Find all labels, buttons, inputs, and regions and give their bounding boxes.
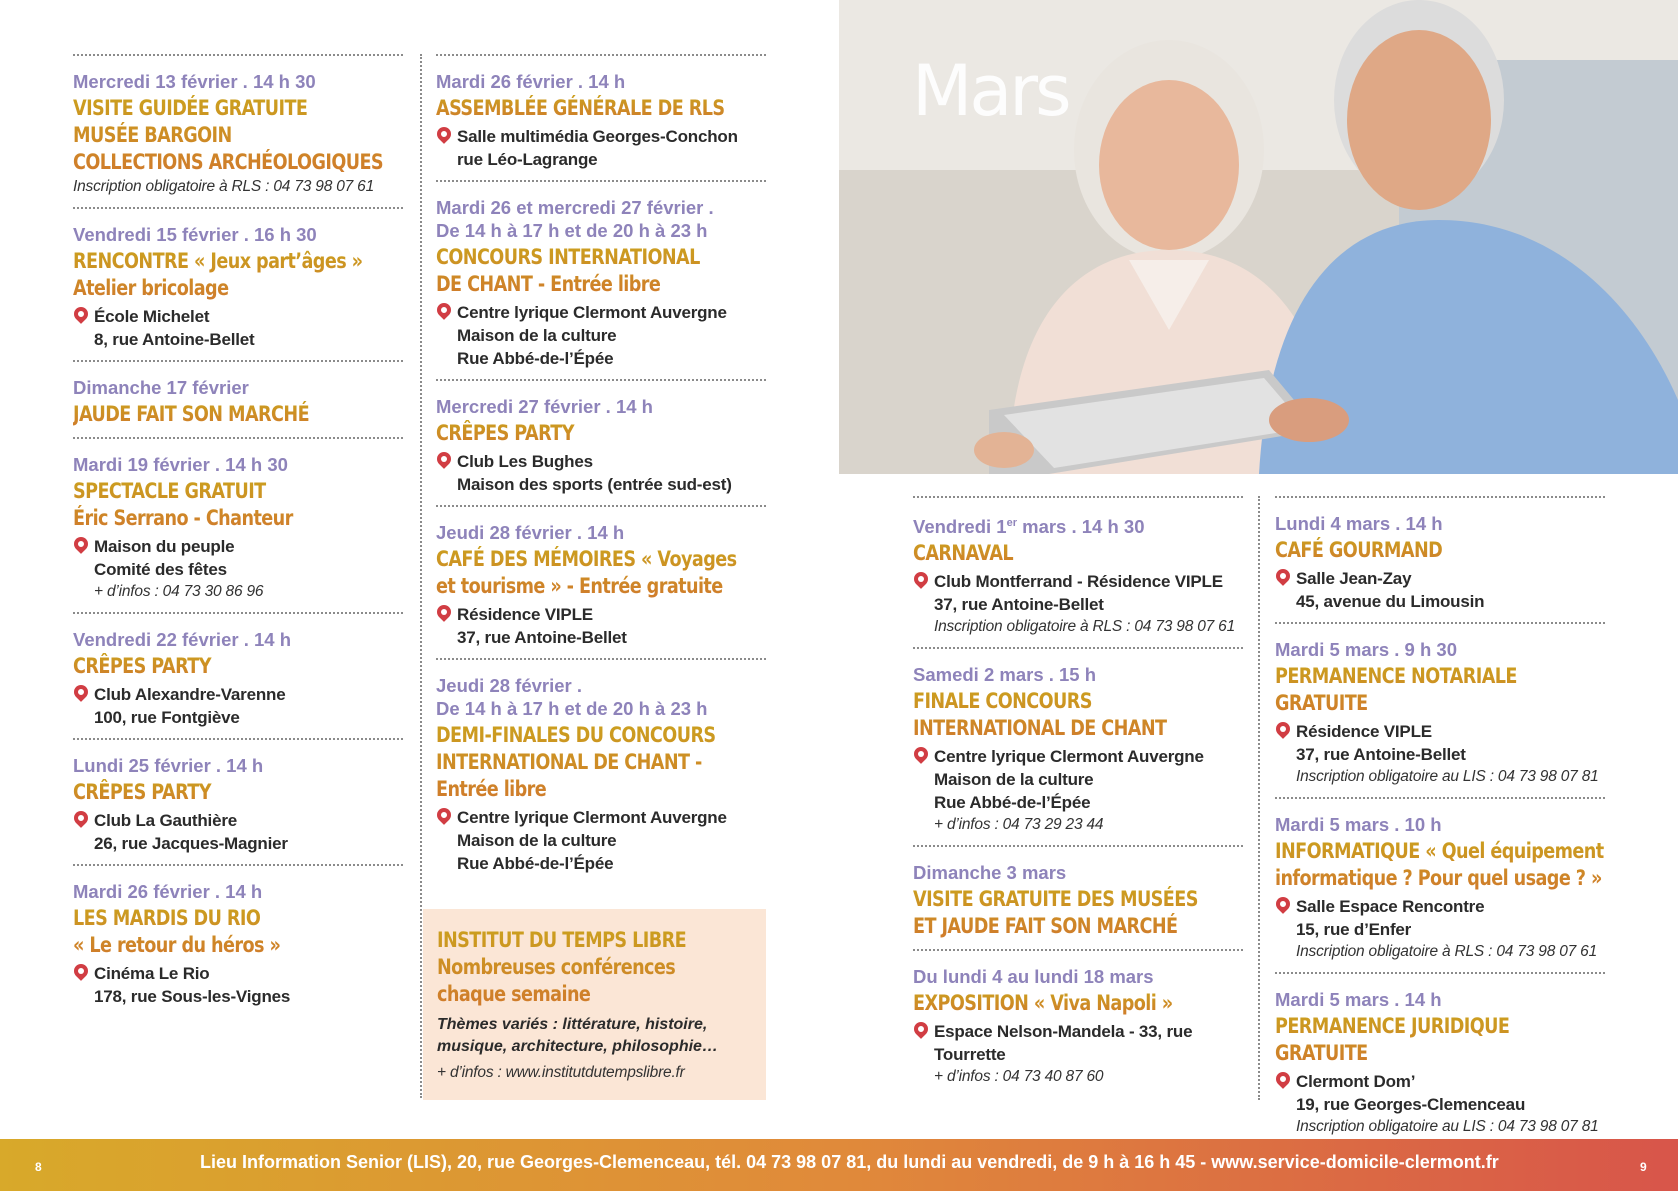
event-location-line: Maison des sports (entrée sud-est) <box>457 475 732 494</box>
event-date <box>913 965 1243 988</box>
event-note: + d’infos : 04 73 30 86 96 <box>94 583 264 600</box>
event-title-line: CRÊPES PARTY <box>73 654 211 678</box>
event-item <box>1275 972 1605 1147</box>
event-title-line: DEMI-FINALES DU CONCOURS <box>436 723 716 747</box>
event-note: + d’infos : 04 73 40 87 60 <box>934 1068 1104 1086</box>
event-title <box>73 401 403 428</box>
event-location-line: Salle multimédia Georges-Conchon <box>457 127 738 146</box>
event-item <box>436 180 766 379</box>
event-date-line: Mardi 5 mars . 14 h <box>1275 989 1442 1010</box>
event-location-line: 37, rue Antoine-Bellet <box>934 595 1104 615</box>
event-date-line: Mardi 5 mars . 9 h 30 <box>1275 639 1458 660</box>
event-location-line: Rue Abbé-de-l’Épée <box>457 349 614 368</box>
location-pin-icon <box>434 124 454 144</box>
event-item <box>436 54 766 180</box>
event-title-line: CRÊPES PARTY <box>73 780 211 804</box>
event-date <box>436 674 766 720</box>
event-title-line: COLLECTIONS ARCHÉOLOGIQUES <box>73 150 384 174</box>
event-location-line: Centre lyrique Clermont Auvergne <box>934 747 1204 767</box>
event-location-line: 26, rue Jacques-Magnier <box>94 834 288 853</box>
event-title <box>436 420 766 447</box>
event-location-line: Comité des fêtes <box>94 560 227 579</box>
event-title-line: LES MARDIS DU RIO <box>73 906 261 930</box>
event-location <box>436 806 766 875</box>
event-title <box>73 248 403 302</box>
event-date-line: Dimanche 3 mars <box>913 862 1067 884</box>
events-column-1 <box>73 54 403 1017</box>
event-title <box>73 779 403 806</box>
event-title-line: INTERNATIONAL DE CHANT <box>913 716 1167 741</box>
event-location <box>913 745 1243 814</box>
event-item <box>73 864 403 1017</box>
event-location-line: Rue Abbé-de-l’Épée <box>457 854 614 873</box>
event-title-line: SPECTACLE GRATUIT <box>73 479 266 503</box>
event-title-line: VISITE GRATUITE DES MUSÉES <box>913 887 1198 912</box>
event-date <box>73 70 403 93</box>
event-title-line: FINALE CONCOURS <box>913 689 1092 714</box>
itl-description <box>437 1014 752 1058</box>
event-title <box>436 244 766 298</box>
itl-desc-line: Thèmes variés : littérature, histoire, <box>437 1016 708 1033</box>
event-note: + d’infos : 04 73 29 23 44 <box>934 816 1104 834</box>
event-date <box>73 628 403 651</box>
event-location <box>73 535 403 581</box>
event-item <box>436 658 766 884</box>
event-date-line: Vendredi 22 février . 14 h <box>73 629 291 650</box>
event-item <box>1275 496 1605 622</box>
event-title-line: CAFÉ DES MÉMOIRES « Voyages <box>436 547 737 571</box>
location-pin-icon <box>71 682 91 702</box>
event-title-line: INTERNATIONAL DE CHANT - <box>436 750 702 774</box>
event-item <box>913 647 1243 845</box>
event-location-line: rue Léo-Lagrange <box>457 150 598 169</box>
event-title <box>913 540 1243 567</box>
event-item <box>913 949 1243 1097</box>
event-date <box>913 861 1243 884</box>
event-location <box>913 570 1243 616</box>
location-pin-icon <box>1273 566 1293 586</box>
event-location <box>1275 895 1605 941</box>
event-date <box>436 70 766 93</box>
location-pin-icon <box>1273 1069 1293 1089</box>
event-title <box>73 905 403 959</box>
event-location <box>73 305 403 351</box>
event-date <box>1275 813 1605 836</box>
event-date-line: Mercredi 13 février . 14 h 30 <box>73 71 316 92</box>
event-date <box>436 521 766 544</box>
location-pin-icon <box>911 569 931 589</box>
event-date <box>73 880 403 903</box>
event-location <box>436 450 766 496</box>
event-location-line: Cinéma Le Rio <box>94 964 210 983</box>
event-location <box>1275 567 1605 613</box>
itl-desc-line: musique, architecture, philosophie… <box>437 1038 718 1055</box>
institut-temps-libre-box <box>423 909 766 1100</box>
itl-title-line: Nombreuses conférences <box>437 955 676 979</box>
location-pin-icon <box>71 808 91 828</box>
event-date-line: Lundi 25 février . 14 h <box>73 755 264 776</box>
event-title-line: DE CHANT - Entrée libre <box>436 272 661 296</box>
event-location-line: Maison de la culture <box>457 326 617 345</box>
event-title-line: Éric Serrano - Chanteur <box>73 506 293 530</box>
event-date <box>436 196 766 242</box>
event-location-line: Clermont Dom’ <box>1296 1072 1416 1091</box>
event-title-line: CARNAVAL <box>913 541 1014 566</box>
event-item <box>73 360 403 437</box>
location-pin-icon <box>434 300 454 320</box>
event-title <box>436 546 766 600</box>
event-title <box>1275 838 1605 892</box>
event-date <box>913 663 1243 686</box>
event-location <box>436 301 766 370</box>
event-date-line: Du lundi 4 au lundi 18 mars <box>913 966 1154 988</box>
event-title-line: Atelier bricolage <box>73 276 229 300</box>
event-title <box>913 886 1243 940</box>
event-title-line: « Le retour du héros » <box>73 933 281 957</box>
event-date <box>73 453 403 476</box>
event-date-line: Mardi 26 février . 14 h <box>73 881 263 902</box>
event-location-line: 178, rue Sous-les-Vignes <box>94 987 291 1006</box>
footer-text: Lieu Information Senior (LIS), 20, rue Georges-Clemenceau, tél. 04 73 98 07 81, du lundi au vendredi, de 9 h à 16 h 45 - www.service-domicile-clermont.fr <box>200 1152 1499 1172</box>
event-title-line: CAFÉ GOURMAND <box>1275 538 1443 562</box>
event-location <box>913 1020 1243 1066</box>
location-pin-icon <box>434 805 454 825</box>
event-title-line: MUSÉE BARGOIN <box>73 123 232 147</box>
event-date-line: Dimanche 17 février <box>73 377 249 398</box>
event-location <box>436 125 766 171</box>
event-title-line: Entrée libre <box>436 777 547 801</box>
event-title <box>436 95 766 122</box>
event-date-line: Lundi 4 mars . 14 h <box>1275 513 1443 534</box>
event-date <box>1275 512 1605 535</box>
event-location <box>73 809 403 855</box>
event-location-line: École Michelet <box>94 307 210 326</box>
event-location-line: Résidence VIPLE <box>1296 722 1432 741</box>
event-date <box>436 395 766 418</box>
location-pin-icon <box>434 449 454 469</box>
event-note: Inscription obligatoire à RLS : 04 73 98 07 61 <box>73 178 375 195</box>
event-location-line: 8, rue Antoine-Bellet <box>94 330 255 349</box>
event-item <box>436 505 766 658</box>
event-date <box>73 223 403 246</box>
event-title <box>73 478 403 532</box>
event-title <box>73 653 403 680</box>
event-note: Inscription obligatoire au LIS : 04 73 98 07 81 <box>1296 1118 1599 1135</box>
location-pin-icon <box>1273 719 1293 739</box>
event-date <box>913 512 1243 538</box>
event-location-line: Club Montferrand - Résidence VIPLE <box>934 572 1223 592</box>
event-item <box>913 496 1243 647</box>
page-number-right: 9 <box>1640 1160 1647 1174</box>
event-title-line: PERMANENCE JURIDIQUE GRATUITE <box>1275 1014 1510 1065</box>
location-pin-icon <box>434 602 454 622</box>
event-date <box>73 754 403 777</box>
event-location-line: Club Les Bughes <box>457 452 593 471</box>
event-location-line: Maison de la culture <box>934 770 1094 790</box>
event-date-line: Jeudi 28 février . <box>436 675 583 696</box>
event-location-line: Espace Nelson-Mandela - 33, rue Tourrette <box>934 1022 1193 1065</box>
event-date-line: Samedi 2 mars . 15 h <box>913 664 1097 686</box>
event-item <box>73 54 403 207</box>
page-number-left: 8 <box>35 1160 42 1174</box>
event-date-line: Vendredi 15 février . 16 h 30 <box>73 224 317 245</box>
event-date <box>1275 988 1605 1011</box>
event-title <box>73 95 403 176</box>
column-divider <box>420 54 422 1098</box>
event-note: Inscription obligatoire à RLS : 04 73 98 07 61 <box>1296 943 1598 960</box>
location-pin-icon <box>911 1019 931 1039</box>
event-date-line: Mardi 26 février . 14 h <box>436 71 626 92</box>
itl-title-line: INSTITUT DU TEMPS LIBRE <box>437 928 687 952</box>
event-title-line: VISITE GUIDÉE GRATUITE <box>73 96 308 120</box>
event-date-line: Mercredi 27 février . 14 h <box>436 396 653 417</box>
event-title <box>1275 1013 1605 1067</box>
event-location <box>436 603 766 649</box>
event-location-line: Résidence VIPLE <box>457 605 593 624</box>
events-column-4 <box>1275 496 1605 1147</box>
event-title-line: INFORMATIQUE « Quel équipement <box>1275 839 1604 863</box>
event-title-line: informatique ? Pour quel usage ? » <box>1275 866 1602 890</box>
event-item <box>913 845 1243 949</box>
event-location-line: Maison du peuple <box>94 537 235 556</box>
event-location-line: Rue Abbé-de-l’Épée <box>934 793 1091 813</box>
event-item <box>1275 622 1605 797</box>
event-date-line: De 14 h à 17 h et de 20 h à 23 h <box>436 698 708 719</box>
events-column-2 <box>436 54 766 884</box>
event-location-line: Salle Jean-Zay <box>1296 569 1412 588</box>
event-title <box>436 722 766 803</box>
event-location-line: 19, rue Georges-Clemenceau <box>1296 1095 1526 1114</box>
event-title-line: et tourisme » - Entrée gratuite <box>436 574 723 598</box>
event-date-sup: er <box>1006 517 1017 529</box>
event-location <box>73 962 403 1008</box>
event-location-line: Club La Gauthière <box>94 811 238 830</box>
event-item <box>73 207 403 360</box>
event-title <box>1275 537 1605 564</box>
event-title-line: EXPOSITION « Viva Napoli » <box>913 991 1173 1016</box>
event-date-line: Mardi 26 et mercredi 27 février . <box>436 197 714 218</box>
event-date-line: Jeudi 28 février . 14 h <box>436 522 625 543</box>
event-date-line: De 14 h à 17 h et de 20 h à 23 h <box>436 220 708 241</box>
event-title-line: PERMANENCE NOTARIALE GRATUITE <box>1275 664 1517 715</box>
event-location-line: 15, rue d’Enfer <box>1296 920 1412 939</box>
event-date-part: mars . 14 h 30 <box>1016 516 1145 538</box>
event-item <box>73 612 403 738</box>
event-title <box>913 990 1243 1017</box>
location-pin-icon <box>71 534 91 554</box>
event-date-line: Mardi 19 février . 14 h 30 <box>73 454 288 475</box>
event-note: Inscription obligatoire à RLS : 04 73 98 07 61 <box>934 618 1236 636</box>
event-date <box>1275 638 1605 661</box>
event-date-part: Vendredi 1 <box>913 516 1007 538</box>
event-location-line: Club Alexandre-Varenne <box>94 685 286 704</box>
event-location-line: 100, rue Fontgiève <box>94 708 240 727</box>
location-pin-icon <box>1273 894 1293 914</box>
event-location-line: Centre lyrique Clermont Auvergne <box>457 808 727 827</box>
event-title-line: ASSEMBLÉE GÉNÉRALE DE RLS <box>436 96 725 120</box>
event-date <box>73 376 403 399</box>
event-note: Inscription obligatoire au LIS : 04 73 98 07 81 <box>1296 768 1599 785</box>
event-location <box>1275 1070 1605 1116</box>
event-location-line: Centre lyrique Clermont Auvergne <box>457 303 727 322</box>
event-location-line: 45, avenue du Limousin <box>1296 592 1485 611</box>
event-location-line: 37, rue Antoine-Bellet <box>457 628 627 647</box>
event-date-line: Mardi 5 mars . 10 h <box>1275 814 1442 835</box>
event-location-line: Maison de la culture <box>457 831 617 850</box>
itl-info-link[interactable]: + d’infos : www.institutdutempslibre.fr <box>437 1064 685 1081</box>
event-title-line: RENCONTRE « Jeux part’âges » <box>73 249 363 273</box>
itl-title-line: chaque semaine <box>437 982 591 1006</box>
location-pin-icon <box>71 304 91 324</box>
location-pin-icon <box>911 744 931 764</box>
column-divider <box>1258 496 1260 1100</box>
event-title-line: ET JAUDE FAIT SON MARCHÉ <box>913 914 1178 939</box>
event-item <box>73 437 403 612</box>
event-location <box>1275 720 1605 766</box>
event-title-line: CRÊPES PARTY <box>436 421 574 445</box>
event-title-line: CONCOURS INTERNATIONAL <box>436 245 700 269</box>
location-pin-icon <box>71 961 91 981</box>
event-item <box>436 379 766 505</box>
itl-title <box>437 927 752 1008</box>
event-item <box>73 738 403 864</box>
event-item <box>1275 797 1605 972</box>
event-title-line: JAUDE FAIT SON MARCHÉ <box>73 402 310 426</box>
event-location-line: Salle Espace Rencontre <box>1296 897 1485 916</box>
month-title: Mars <box>912 50 1069 132</box>
event-title <box>913 688 1243 742</box>
event-location <box>73 683 403 729</box>
event-title <box>1275 663 1605 717</box>
event-location-line: 37, rue Antoine-Bellet <box>1296 745 1466 764</box>
events-column-3 <box>913 496 1243 1097</box>
